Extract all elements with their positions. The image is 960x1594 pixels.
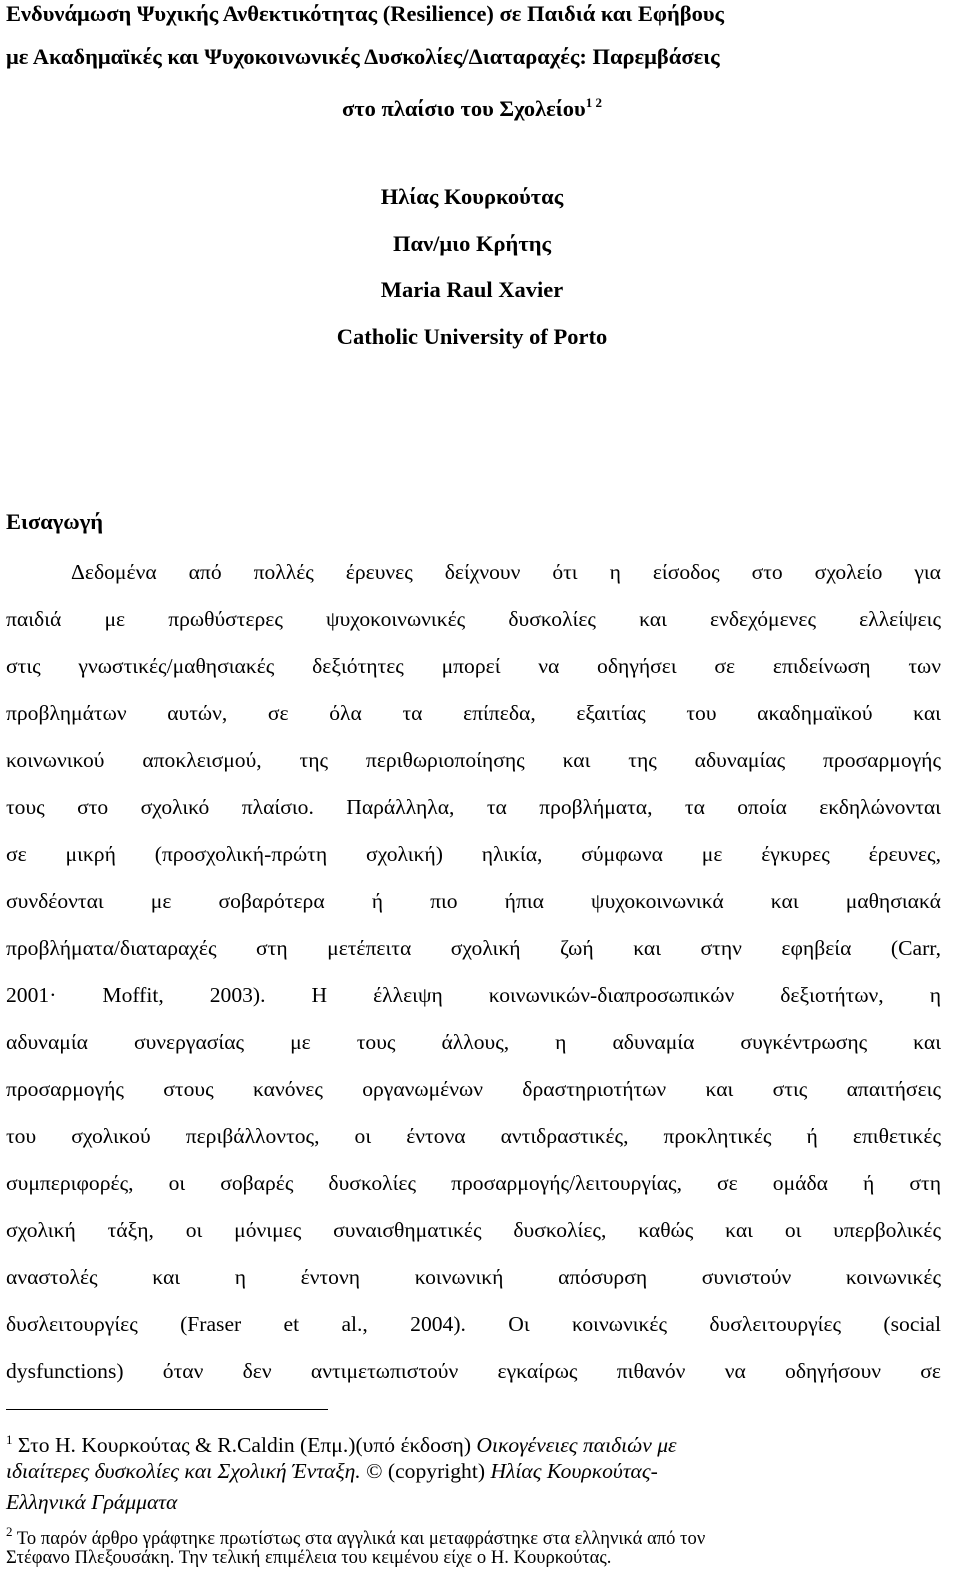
body-line: συνδέονται με σοβαρότερα ή πιο ήπια ψυχοκοινωνικά και μαθησιακά bbox=[6, 889, 941, 913]
footnote-separator bbox=[6, 1409, 328, 1410]
body-line: συμπεριφορές, οι σοβαρές δυσκολίες προσαρμογής/λειτουργίας, σε ομάδα ή στη bbox=[6, 1171, 941, 1195]
footnote-1-text-a: Στο Η. Κουρκούτας & R.Caldin (Επμ.)(υπό έκδοση) bbox=[12, 1433, 477, 1457]
footnote-1-mark: 1 bbox=[6, 1432, 13, 1447]
author-affiliation-1: Παν/μιο Κρήτης bbox=[393, 231, 551, 256]
body-line: 2001· Moffit, 2003). Η έλλειψη κοινωνικών-διαπροσωπικών δεξιοτήτων, η bbox=[6, 983, 941, 1007]
body-line: του σχολικού περιβάλλοντος, οι έντονα αντιδραστικές, προκλητικές ή επιθετικές bbox=[6, 1124, 941, 1148]
footnote-1-holder: Ηλίας Κουρκούτας- bbox=[490, 1459, 658, 1483]
body-line: δυσλειτουργίες (Fraser et al., 2004). Οι κοινωνικές δυσλειτουργίες (social bbox=[6, 1312, 941, 1336]
body-line: κοινωνικού αποκλεισμού, της περιθωριοποίησης και της αδυναμίας προσαρμογής bbox=[6, 748, 941, 772]
title-footnote-marks: 1 2 bbox=[585, 95, 602, 110]
footnote-1-book-title-b: ιδιαίτερες δυσκολίες και Σχολική Ένταξη. bbox=[6, 1459, 361, 1483]
body-line: τους στο σχολικό πλαίσιο. Παράλληλα, τα προβλήματα, τα οποία εκδηλώνονται bbox=[6, 795, 941, 819]
body-line: dysfunctions) όταν δεν αντιμετωπιστούν εγκαίρως πιθανόν να οδηγήσουν σε bbox=[6, 1359, 941, 1383]
body-line: Δεδομένα από πολλές έρευνες δείχνουν ότι η είσοδος στο σχολείο για bbox=[71, 560, 941, 584]
body-line: σε μικρή (προσχολική-πρώτη σχολική) ηλικία, σύμφωνα με έγκυρες έρευνες, bbox=[6, 842, 941, 866]
body-line: αδυναμία συνεργασίας με τους άλλους, η αδυναμία συγκέντρωσης και bbox=[6, 1030, 941, 1054]
body-line: προσαρμογής στους κανόνες οργανωμένων δραστηριοτήτων και στις απαιτήσεις bbox=[6, 1077, 941, 1101]
body-line: παιδιά με πρωθύστερες ψυχοκοινωνικές δυσκολίες και ενδεχόμενες ελλείψεις bbox=[6, 607, 941, 631]
footnote-1-publisher: Ελληνικά Γράμματα bbox=[6, 1490, 178, 1514]
footnote-1-line-3 bbox=[6, 1487, 941, 1517]
section-heading: Εισαγωγή bbox=[6, 509, 104, 534]
footnote-2-text-1: Το παρόν άρθρο γράφτηκε πρωτίστως στα αγγλικά και μεταφράστηκε στα ελληνικά από τον bbox=[12, 1528, 706, 1549]
footnote-2-line-2: Στέφανο Πλεξουσάκη. Την τελική επιμέλεια του κειμένου είχε ο Η. Κουρκούτας. bbox=[6, 1547, 612, 1568]
footnote-1-line-2 bbox=[6, 1456, 941, 1486]
footnote-2-mark: 2 bbox=[6, 1524, 13, 1539]
body-line: σχολική τάξη, οι μόνιμες συναισθηματικές δυσκολίες, καθώς και οι υπερβολικές bbox=[6, 1218, 941, 1242]
body-line: αναστολές και η έντονη κοινωνική απόσυρση συνιστούν κοινωνικές bbox=[6, 1265, 941, 1289]
body-line: στις γνωστικές/μαθησιακές δεξιότητες μπορεί να οδηγήσει σε επιδείνωση των bbox=[6, 654, 941, 678]
author-affiliation-2: Catholic University of Porto bbox=[336, 324, 608, 349]
author-name-2: Maria Raul Xavier bbox=[380, 277, 564, 302]
footnote-1-copyright: © (copyright) bbox=[360, 1459, 491, 1483]
title-line-1: Ενδυνάμωση Ψυχικής Ανθεκτικότητας (Resilience) σε Παιδιά και Εφήβους bbox=[6, 1, 725, 26]
author-name-1: Ηλίας Κουρκούτας bbox=[380, 184, 564, 209]
footnote-1-line-1 bbox=[6, 1425, 941, 1460]
title-line-2: με Ακαδημαϊκές και Ψυχοκοινωνικές Δυσκολίες/Διαταραχές: Παρεμβάσεις bbox=[6, 44, 720, 69]
title-line-3 bbox=[0, 88, 944, 124]
title-line-3-text: στο πλαίσιο του Σχολείου bbox=[342, 96, 586, 121]
body-line: προβλημάτων αυτών, σε όλα τα επίπεδα, εξαιτίας του ακαδημαϊκού και bbox=[6, 701, 941, 725]
body-line: προβλήματα/διαταραχές στη μετέπειτα σχολική ζωή και στην εφηβεία (Carr, bbox=[6, 936, 941, 960]
footnote-1-book-title-a: Οικογένειες παιδιών με bbox=[476, 1433, 677, 1457]
